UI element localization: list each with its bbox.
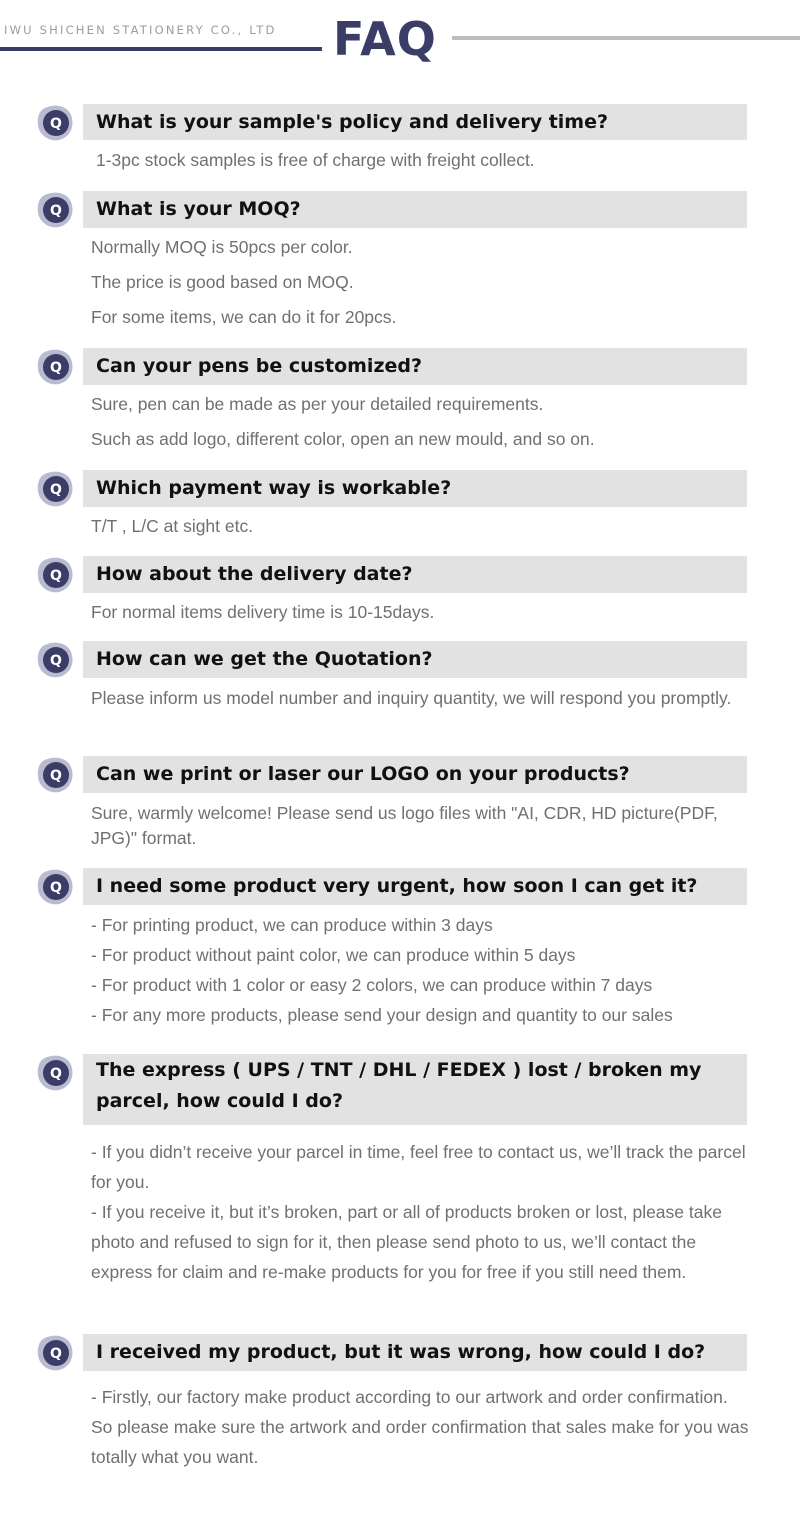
q-badge-icon <box>35 103 75 143</box>
header-rule-left <box>0 47 322 51</box>
q-badge-icon <box>35 347 75 387</box>
q-badge-icon <box>35 867 75 907</box>
answer-line: Such as add logo, different color, open an new mould, and so on. <box>91 429 595 449</box>
svg-text:Q: Q <box>50 880 62 896</box>
svg-text:Q: Q <box>50 203 62 219</box>
faq-question: Can your pens be customized? <box>83 348 747 385</box>
svg-text:Q: Q <box>50 1346 62 1362</box>
answer-line: - For product without paint color, we can produce within 5 days <box>91 945 576 965</box>
header-rule-right <box>452 36 800 40</box>
answer-line: 1-3pc stock samples is free of charge with freight collect. <box>96 150 535 170</box>
faq-question: Can we print or laser our LOGO on your products? <box>83 756 747 793</box>
q-badge-icon <box>35 640 75 680</box>
answer-line: - For product with 1 color or easy 2 colors, we can produce within 7 days <box>91 975 653 995</box>
page-title: FAQ <box>333 12 437 66</box>
svg-text:Q: Q <box>50 653 62 669</box>
faq-answer <box>91 595 781 630</box>
page-header <box>0 0 800 80</box>
q-badge-icon <box>35 469 75 509</box>
svg-text:Q: Q <box>50 768 62 784</box>
answer-line: Sure, pen can be made as per your detailed requirements. <box>91 394 544 414</box>
faq-question: I need some product very urgent, how soon I can get it? <box>83 868 747 905</box>
answer-line: - If you didn’t receive your parcel in time, feel free to contact us, we’ll track the parcel for you. <box>91 1142 746 1192</box>
faq-answer <box>91 1137 751 1287</box>
svg-text:Q: Q <box>50 116 62 132</box>
faq-answer <box>91 387 781 457</box>
svg-text:Q: Q <box>50 360 62 376</box>
faq-question: What is your MOQ? <box>83 191 747 228</box>
faq-answer <box>91 509 781 544</box>
faq-question: How can we get the Quotation? <box>83 641 747 678</box>
q-badge-icon <box>35 1333 75 1373</box>
answer-line: Please inform us model number and inquiry quantity, we will respond you promptly. <box>91 688 732 708</box>
faq-answer <box>96 150 786 171</box>
faq-answer <box>91 910 791 1030</box>
answer-line: For some items, we can do it for 20pcs. <box>91 307 397 327</box>
faq-question: Which payment way is workable? <box>83 470 747 507</box>
answer-line: - For printing product, we can produce within 3 days <box>91 915 493 935</box>
answer-line: The price is good based on MOQ. <box>91 272 354 292</box>
answer-line: T/T , L/C at sight etc. <box>91 516 254 536</box>
answer-line: - If you receive it, but it’s broken, part or all of products broken or lost, please take photo and refused to sign for it, then please send photo to us, we’ll contact the express for claim and re-make products for you for free if you still need them. <box>91 1202 722 1282</box>
faq-question: The express ( UPS / TNT / DHL / FEDEX ) lost / broken my parcel, how could I do? <box>83 1054 747 1125</box>
company-name: IWU SHICHEN STATIONERY CO., LTD <box>4 23 277 37</box>
faq-question: I received my product, but it was wrong, how could I do? <box>83 1334 747 1371</box>
q-badge-icon <box>35 190 75 230</box>
svg-text:Q: Q <box>50 568 62 584</box>
q-badge-icon <box>35 555 75 595</box>
svg-text:Q: Q <box>50 1066 62 1082</box>
faq-answer <box>91 801 741 851</box>
faq-answer <box>91 1382 751 1472</box>
faq-answer <box>91 686 751 711</box>
q-badge-icon <box>35 755 75 795</box>
answer-line: Sure, warmly welcome! Please send us logo files with "AI, CDR, HD picture(PDF, JPG)" format. <box>91 803 718 848</box>
answer-line: Normally MOQ is 50pcs per color. <box>91 237 353 257</box>
faq-question: How about the delivery date? <box>83 556 747 593</box>
q-badge-icon <box>35 1053 75 1093</box>
faq-answer <box>91 230 781 335</box>
faq-question: What is your sample's policy and delivery time? <box>83 104 747 140</box>
answer-line: - Firstly, our factory make product according to our artwork and order confirmation. So please make sure the artwork and order confirmation that sales make for you was totally what you want. <box>91 1387 749 1467</box>
answer-line: For normal items delivery time is 10-15days. <box>91 602 435 622</box>
svg-text:Q: Q <box>50 482 62 498</box>
answer-line: - For any more products, please send your design and quantity to our sales <box>91 1005 673 1025</box>
